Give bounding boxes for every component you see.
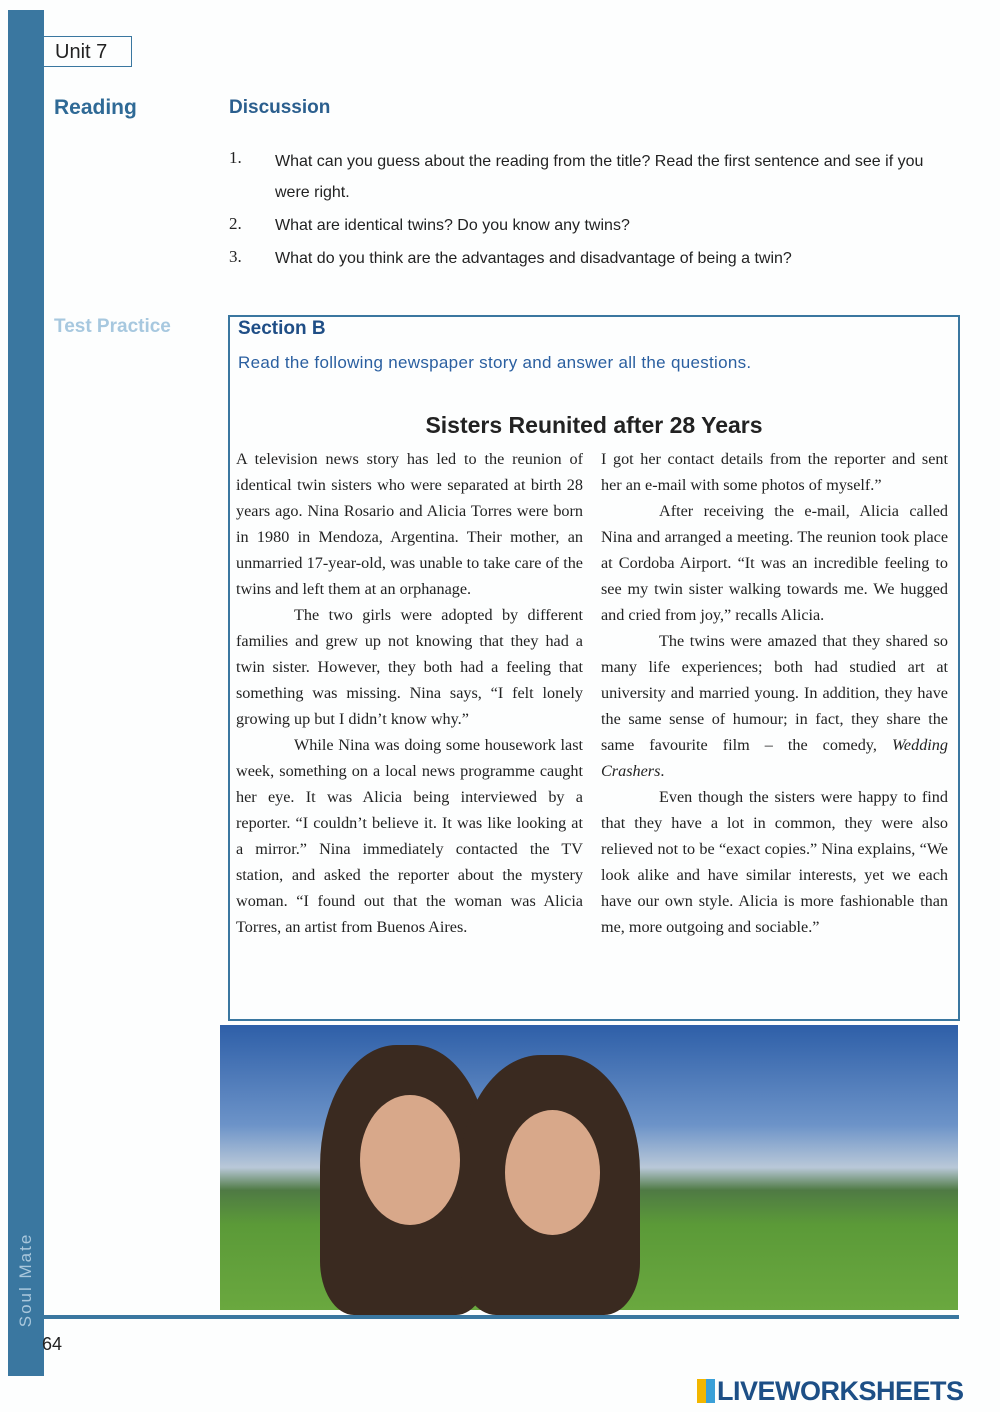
question-number: 3. xyxy=(229,247,242,266)
liveworksheets-logo xyxy=(697,1376,964,1407)
discussion-heading: Discussion xyxy=(229,97,331,118)
film-title: Wedding Crashers xyxy=(601,736,948,780)
paragraph-text: The twins were amazed that they shared so many life experiences; both had studied art at university and married young. In addition, they have the same sense of humour; in fact, they share the same favourite film – the comedy, xyxy=(601,632,948,754)
article-column-right xyxy=(601,446,948,940)
twins-photo xyxy=(220,1025,958,1310)
footer-rule xyxy=(44,1315,959,1319)
article-title: Sisters Reunited after 28 Years xyxy=(425,412,763,438)
test-practice-heading: Test Practice xyxy=(54,316,171,337)
section-instruction: Read the following newspaper story and answer all the questions. xyxy=(238,353,752,372)
unit-label: Unit 7 xyxy=(44,36,132,67)
punctuation: . xyxy=(660,762,665,780)
question-number: 1. xyxy=(229,148,242,167)
book-title: Soul Mate xyxy=(16,1232,35,1328)
question-number: 2. xyxy=(229,214,242,233)
logo-icon xyxy=(697,1379,715,1403)
article-column-left xyxy=(236,446,583,940)
paragraph: A television news story has led to the reunion of identical twin sisters who were separated at birth 28 years ago. Nina Rosario and Alicia Torres were born in 1980 in Mendoza, Argentina. Their mother, an unmarried 17-year-old, was unable to take care of the twins and left them at an orphanage. xyxy=(236,450,583,598)
paragraph: Even though the sisters were happy to find that they have a lot in common, they were also relieved not to be “exact copies.” Nina explains, “We look alike and have similar interests, yet we each have our own style. Alicia is more fashionable than me, more outgoing and sociable.” xyxy=(601,788,948,936)
paragraph: After receiving the e-mail, Alicia called Nina and arranged a meeting. The reunion took place at Cordoba Airport. “It was an incredible feeling to see my twin sister walking towards me. We hugged and cried from joy,” recalls Alicia. xyxy=(601,502,948,624)
paragraph: I got her contact details from the reporter and sent her an e-mail with some photos of myself.” xyxy=(601,450,948,494)
paragraph: While Nina was doing some housework last week, something on a local news programme caught her eye. It was Alicia being interviewed by a reporter. “I couldn’t believe it. It was like looking at a mirror.” Nina immediately contacted the TV station, and asked the reporter about the mystery woman. “I found out that the woman was Alicia Torres, an artist from Buenos Aires. xyxy=(236,736,583,936)
reading-heading: Reading xyxy=(54,96,137,119)
page-number: 64 xyxy=(42,1334,63,1354)
sidebar-bar xyxy=(8,10,44,1376)
paragraph: The two girls were adopted by different families and grew up not knowing that they had a twin sister. However, they both had a feeling that something was missing. Nina says, “I felt lonely growing up but I didn’t know why.” xyxy=(236,606,583,728)
question-text: What do you think are the advantages and disadvantage of being a twin? xyxy=(275,250,792,267)
sidebar-label xyxy=(8,1230,44,1330)
sister-face xyxy=(505,1110,600,1235)
sister-face xyxy=(360,1095,460,1225)
logo-text: LIVEWORKSHEETS xyxy=(717,1376,964,1406)
section-title: Section B xyxy=(238,318,326,339)
question-text: What can you guess about the reading from the title? Read the first sentence and see if you were right. xyxy=(275,153,924,201)
paragraph xyxy=(601,628,948,784)
question-text: What are identical twins? Do you know any twins? xyxy=(275,217,630,234)
